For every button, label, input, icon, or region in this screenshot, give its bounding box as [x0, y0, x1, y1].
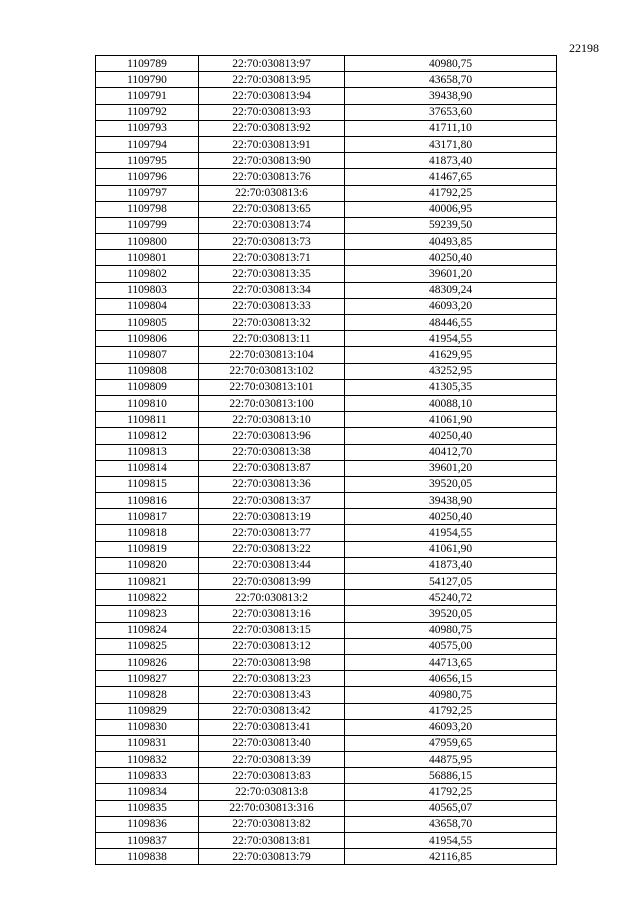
table-row — [96, 379, 557, 395]
value-cell: 42116,85 — [345, 849, 557, 865]
table-row — [96, 719, 557, 735]
row-number-cell: 1109807 — [96, 347, 199, 363]
cadastral-number-cell: 22:70:030813:38 — [199, 444, 345, 460]
row-number-cell: 1109792 — [96, 104, 199, 120]
cadastral-number-cell: 22:70:030813:87 — [199, 460, 345, 476]
value-cell: 56886,15 — [345, 768, 557, 784]
table-row — [96, 671, 557, 687]
row-number-cell: 1109806 — [96, 331, 199, 347]
value-cell: 41467,65 — [345, 169, 557, 185]
table-row — [96, 136, 557, 152]
table-row — [96, 557, 557, 573]
table-row — [96, 72, 557, 88]
cadastral-number-cell: 22:70:030813:65 — [199, 201, 345, 217]
cadastral-number-cell: 22:70:030813:40 — [199, 735, 345, 751]
cadastral-number-cell: 22:70:030813:76 — [199, 169, 345, 185]
table-row — [96, 185, 557, 201]
cadastral-number-cell: 22:70:030813:96 — [199, 428, 345, 444]
table-row — [96, 509, 557, 525]
row-number-cell: 1109816 — [96, 493, 199, 509]
row-number-cell: 1109811 — [96, 412, 199, 428]
table-row — [96, 428, 557, 444]
table-row — [96, 56, 557, 72]
cadastral-number-cell: 22:70:030813:104 — [199, 347, 345, 363]
value-cell: 54127,05 — [345, 574, 557, 590]
value-cell: 40980,75 — [345, 687, 557, 703]
row-number-cell: 1109794 — [96, 136, 199, 152]
row-number-cell: 1109821 — [96, 574, 199, 590]
cadastral-number-cell: 22:70:030813:92 — [199, 120, 345, 136]
row-number-cell: 1109808 — [96, 363, 199, 379]
cadastral-number-cell: 22:70:030813:74 — [199, 217, 345, 233]
table-row — [96, 768, 557, 784]
row-number-cell: 1109818 — [96, 525, 199, 541]
cadastral-number-cell: 22:70:030813:79 — [199, 849, 345, 865]
cadastral-number-cell: 22:70:030813:6 — [199, 185, 345, 201]
cadastral-number-cell: 22:70:030813:99 — [199, 574, 345, 590]
table-row — [96, 541, 557, 557]
table-row — [96, 153, 557, 169]
table-row — [96, 266, 557, 282]
cadastral-number-cell: 22:70:030813:82 — [199, 816, 345, 832]
cadastral-number-cell: 22:70:030813:42 — [199, 703, 345, 719]
row-number-cell: 1109813 — [96, 444, 199, 460]
value-cell: 39520,05 — [345, 606, 557, 622]
value-cell: 44875,95 — [345, 752, 557, 768]
value-cell: 40656,15 — [345, 671, 557, 687]
table-row — [96, 120, 557, 136]
cadastral-number-cell: 22:70:030813:41 — [199, 719, 345, 735]
cadastral-number-cell: 22:70:030813:94 — [199, 88, 345, 104]
row-number-cell: 1109799 — [96, 217, 199, 233]
table-row — [96, 104, 557, 120]
table-row — [96, 347, 557, 363]
cadastral-number-cell: 22:70:030813:33 — [199, 298, 345, 314]
row-number-cell: 1109803 — [96, 282, 199, 298]
row-number-cell: 1109822 — [96, 590, 199, 606]
table-body — [96, 56, 557, 865]
row-number-cell: 1109796 — [96, 169, 199, 185]
table-row — [96, 525, 557, 541]
value-cell: 39601,20 — [345, 266, 557, 282]
cadastral-number-cell: 22:70:030813:100 — [199, 395, 345, 411]
value-cell: 46093,20 — [345, 298, 557, 314]
value-cell: 41792,25 — [345, 784, 557, 800]
cadastral-number-cell: 22:70:030813:93 — [199, 104, 345, 120]
row-number-cell: 1109798 — [96, 201, 199, 217]
cadastral-number-cell: 22:70:030813:95 — [199, 72, 345, 88]
value-cell: 43171,80 — [345, 136, 557, 152]
value-cell: 43252,95 — [345, 363, 557, 379]
value-cell: 43658,70 — [345, 816, 557, 832]
row-number-cell: 1109812 — [96, 428, 199, 444]
row-number-cell: 1109801 — [96, 250, 199, 266]
table-row — [96, 476, 557, 492]
table-row — [96, 638, 557, 654]
value-cell: 41792,25 — [345, 703, 557, 719]
row-number-cell: 1109809 — [96, 379, 199, 395]
value-cell: 40493,85 — [345, 234, 557, 250]
value-cell: 48446,55 — [345, 315, 557, 331]
row-number-cell: 1109825 — [96, 638, 199, 654]
cadastral-number-cell: 22:70:030813:44 — [199, 557, 345, 573]
table-row — [96, 735, 557, 751]
row-number-cell: 1109795 — [96, 153, 199, 169]
table-row — [96, 250, 557, 266]
table-row — [96, 282, 557, 298]
table-row — [96, 833, 557, 849]
table-row — [96, 234, 557, 250]
cadastral-number-cell: 22:70:030813:34 — [199, 282, 345, 298]
value-cell: 41061,90 — [345, 412, 557, 428]
table-row — [96, 800, 557, 816]
value-cell: 39438,90 — [345, 88, 557, 104]
cadastral-number-cell: 22:70:030813:90 — [199, 153, 345, 169]
value-cell: 41061,90 — [345, 541, 557, 557]
table-row — [96, 703, 557, 719]
cadastral-number-cell: 22:70:030813:101 — [199, 379, 345, 395]
row-number-cell: 1109826 — [96, 654, 199, 670]
row-number-cell: 1109820 — [96, 557, 199, 573]
table-row — [96, 412, 557, 428]
row-number-cell: 1109800 — [96, 234, 199, 250]
cadastral-number-cell: 22:70:030813:83 — [199, 768, 345, 784]
value-cell: 40980,75 — [345, 622, 557, 638]
row-number-cell: 1109804 — [96, 298, 199, 314]
table-row — [96, 169, 557, 185]
row-number-cell: 1109797 — [96, 185, 199, 201]
row-number-cell: 1109834 — [96, 784, 199, 800]
table-row — [96, 331, 557, 347]
registry-table — [95, 55, 557, 865]
table-row — [96, 574, 557, 590]
cadastral-number-cell: 22:70:030813:316 — [199, 800, 345, 816]
cadastral-number-cell: 22:70:030813:71 — [199, 250, 345, 266]
row-number-cell: 1109790 — [96, 72, 199, 88]
cadastral-number-cell: 22:70:030813:15 — [199, 622, 345, 638]
row-number-cell: 1109814 — [96, 460, 199, 476]
value-cell: 40980,75 — [345, 56, 557, 72]
row-number-cell: 1109830 — [96, 719, 199, 735]
table-row — [96, 315, 557, 331]
value-cell: 45240,72 — [345, 590, 557, 606]
cadastral-number-cell: 22:70:030813:16 — [199, 606, 345, 622]
cadastral-number-cell: 22:70:030813:77 — [199, 525, 345, 541]
table-row — [96, 217, 557, 233]
row-number-cell: 1109823 — [96, 606, 199, 622]
table-row — [96, 622, 557, 638]
table-row — [96, 816, 557, 832]
value-cell: 41954,55 — [345, 331, 557, 347]
value-cell: 37653,60 — [345, 104, 557, 120]
value-cell: 40250,40 — [345, 428, 557, 444]
table-row — [96, 687, 557, 703]
value-cell: 41305,35 — [345, 379, 557, 395]
table-row — [96, 606, 557, 622]
cadastral-number-cell: 22:70:030813:36 — [199, 476, 345, 492]
cadastral-number-cell: 22:70:030813:37 — [199, 493, 345, 509]
value-cell: 59239,50 — [345, 217, 557, 233]
row-number-cell: 1109837 — [96, 833, 199, 849]
value-cell: 41792,25 — [345, 185, 557, 201]
value-cell: 40412,70 — [345, 444, 557, 460]
value-cell: 40006,95 — [345, 201, 557, 217]
row-number-cell: 1109802 — [96, 266, 199, 282]
row-number-cell: 1109828 — [96, 687, 199, 703]
row-number-cell: 1109836 — [96, 816, 199, 832]
row-number-cell: 1109805 — [96, 315, 199, 331]
table-row — [96, 395, 557, 411]
cadastral-number-cell: 22:70:030813:98 — [199, 654, 345, 670]
value-cell: 44713,65 — [345, 654, 557, 670]
row-number-cell: 1109810 — [96, 395, 199, 411]
row-number-cell: 1109819 — [96, 541, 199, 557]
row-number-cell: 1109838 — [96, 849, 199, 865]
row-number-cell: 1109817 — [96, 509, 199, 525]
value-cell: 40565,07 — [345, 800, 557, 816]
value-cell: 41954,55 — [345, 833, 557, 849]
row-number-cell: 1109791 — [96, 88, 199, 104]
row-number-cell: 1109835 — [96, 800, 199, 816]
cadastral-number-cell: 22:70:030813:8 — [199, 784, 345, 800]
row-number-cell: 1109832 — [96, 752, 199, 768]
cadastral-number-cell: 22:70:030813:2 — [199, 590, 345, 606]
row-number-cell: 1109827 — [96, 671, 199, 687]
table-row — [96, 298, 557, 314]
row-number-cell: 1109831 — [96, 735, 199, 751]
table-row — [96, 363, 557, 379]
value-cell: 40575,00 — [345, 638, 557, 654]
cadastral-number-cell: 22:70:030813:43 — [199, 687, 345, 703]
cadastral-number-cell: 22:70:030813:91 — [199, 136, 345, 152]
value-cell: 41954,55 — [345, 525, 557, 541]
value-cell: 41711,10 — [345, 120, 557, 136]
value-cell: 41629,95 — [345, 347, 557, 363]
value-cell: 39601,20 — [345, 460, 557, 476]
row-number-cell: 1109829 — [96, 703, 199, 719]
cadastral-number-cell: 22:70:030813:11 — [199, 331, 345, 347]
table-row — [96, 88, 557, 104]
cadastral-number-cell: 22:70:030813:35 — [199, 266, 345, 282]
table-row — [96, 784, 557, 800]
value-cell: 41873,40 — [345, 557, 557, 573]
cadastral-number-cell: 22:70:030813:12 — [199, 638, 345, 654]
value-cell: 47959,65 — [345, 735, 557, 751]
page-number: 22198 — [569, 41, 599, 55]
row-number-cell: 1109815 — [96, 476, 199, 492]
table-row — [96, 444, 557, 460]
value-cell: 40250,40 — [345, 509, 557, 525]
cadastral-number-cell: 22:70:030813:81 — [199, 833, 345, 849]
cadastral-number-cell: 22:70:030813:32 — [199, 315, 345, 331]
table-row — [96, 493, 557, 509]
value-cell: 43658,70 — [345, 72, 557, 88]
cadastral-number-cell: 22:70:030813:19 — [199, 509, 345, 525]
table-row — [96, 849, 557, 865]
value-cell: 39438,90 — [345, 493, 557, 509]
table-row — [96, 752, 557, 768]
cadastral-number-cell: 22:70:030813:23 — [199, 671, 345, 687]
table-row — [96, 590, 557, 606]
row-number-cell: 1109789 — [96, 56, 199, 72]
value-cell: 46093,20 — [345, 719, 557, 735]
row-number-cell: 1109833 — [96, 768, 199, 784]
row-number-cell: 1109824 — [96, 622, 199, 638]
value-cell: 41873,40 — [345, 153, 557, 169]
cadastral-number-cell: 22:70:030813:39 — [199, 752, 345, 768]
cadastral-number-cell: 22:70:030813:97 — [199, 56, 345, 72]
value-cell: 40250,40 — [345, 250, 557, 266]
table-row — [96, 201, 557, 217]
value-cell: 48309,24 — [345, 282, 557, 298]
value-cell: 39520,05 — [345, 476, 557, 492]
cadastral-number-cell: 22:70:030813:10 — [199, 412, 345, 428]
cadastral-number-cell: 22:70:030813:22 — [199, 541, 345, 557]
value-cell: 40088,10 — [345, 395, 557, 411]
cadastral-number-cell: 22:70:030813:102 — [199, 363, 345, 379]
cadastral-number-cell: 22:70:030813:73 — [199, 234, 345, 250]
table-row — [96, 654, 557, 670]
row-number-cell: 1109793 — [96, 120, 199, 136]
table-row — [96, 460, 557, 476]
